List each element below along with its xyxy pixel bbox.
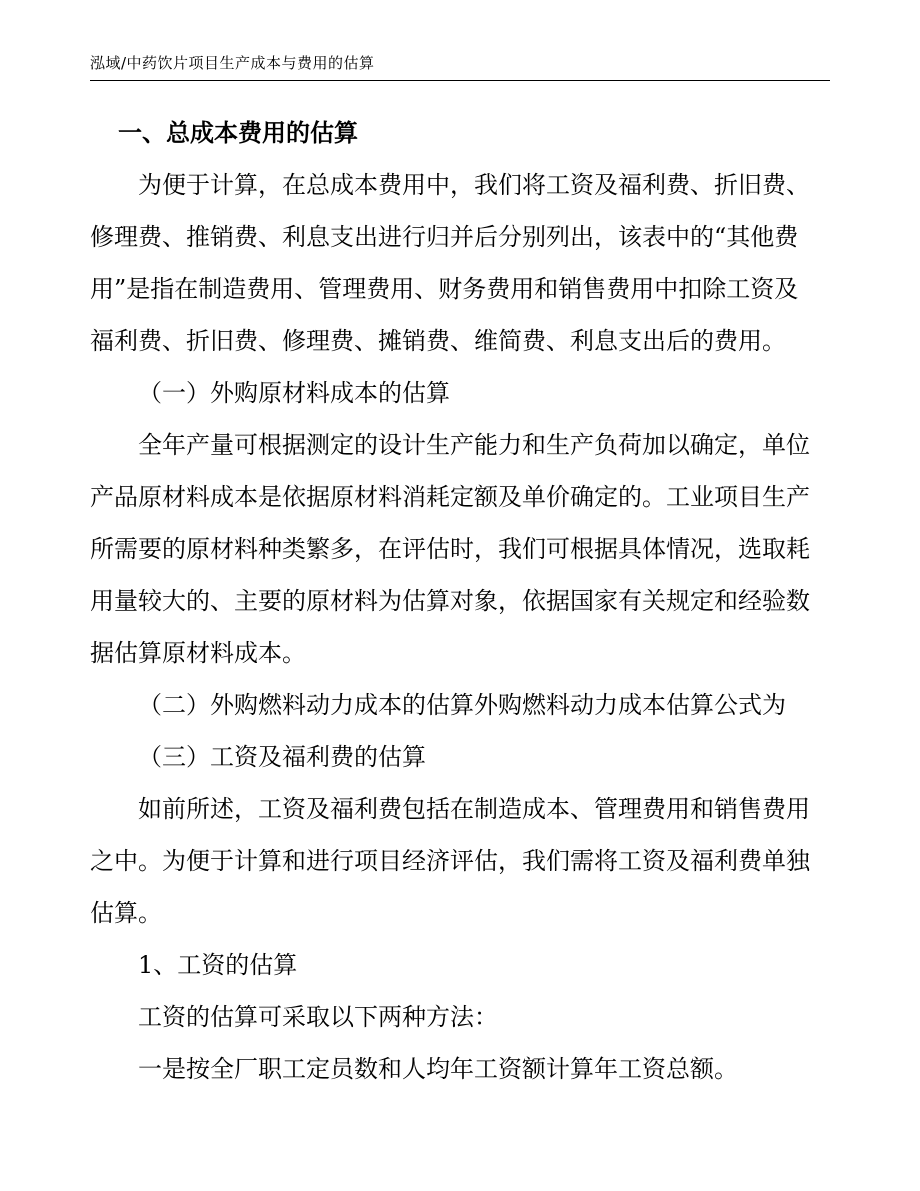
paragraph-line: 所需要的原材料种类繁多，在评估时，我们可根据具体情况，选取耗 bbox=[90, 535, 810, 563]
subsection-title: （二）外购燃料动力成本的估算外购燃料动力成本估算公式为 bbox=[138, 691, 786, 719]
paragraph-line: 如前所述，工资及福利费包括在制造成本、管理费用和销售费用 bbox=[138, 795, 810, 823]
paragraph-line: 为便于计算，在总成本费用中，我们将工资及福利费、折旧费、 bbox=[138, 171, 810, 199]
paragraph-line: 全年产量可根据测定的设计生产能力和生产负荷加以确定，单位 bbox=[138, 431, 810, 459]
item-title: 1、工资的估算 bbox=[138, 951, 298, 979]
paragraph-line: 估算。 bbox=[90, 899, 162, 927]
subsection-title: （三）工资及福利费的估算 bbox=[138, 743, 426, 771]
paragraph-line: 产品原材料成本是依据原材料消耗定额及单价确定的。工业项目生产 bbox=[90, 483, 810, 511]
paragraph-line: 用”是指在制造费用、管理费用、财务费用和销售费用中扣除工资及 bbox=[90, 275, 799, 303]
paragraph-line: 据估算原材料成本。 bbox=[90, 639, 306, 667]
paragraph-line: 工资的估算可采取以下两种方法： bbox=[138, 1003, 498, 1031]
paragraph-line: 福利费、折旧费、修理费、摊销费、维简费、利息支出后的费用。 bbox=[90, 327, 786, 355]
paragraph-line: 一是按全厂职工定员数和人均年工资额计算年工资总额。 bbox=[138, 1055, 738, 1083]
paragraph-line: 修理费、推销费、利息支出进行归并后分别列出，该表中的“其他费 bbox=[90, 223, 799, 251]
paragraph-line: 用量较大的、主要的原材料为估算对象，依据国家有关规定和经验数 bbox=[90, 587, 810, 615]
subsection-title: （一）外购原材料成本的估算 bbox=[138, 379, 450, 407]
paragraph-line: 之中。为便于计算和进行项目经济评估，我们需将工资及福利费单独 bbox=[90, 847, 810, 875]
section-title: 一、总成本费用的估算 bbox=[118, 118, 358, 147]
running-header: 泓域/中药饮片项目生产成本与费用的估算 bbox=[90, 54, 375, 72]
